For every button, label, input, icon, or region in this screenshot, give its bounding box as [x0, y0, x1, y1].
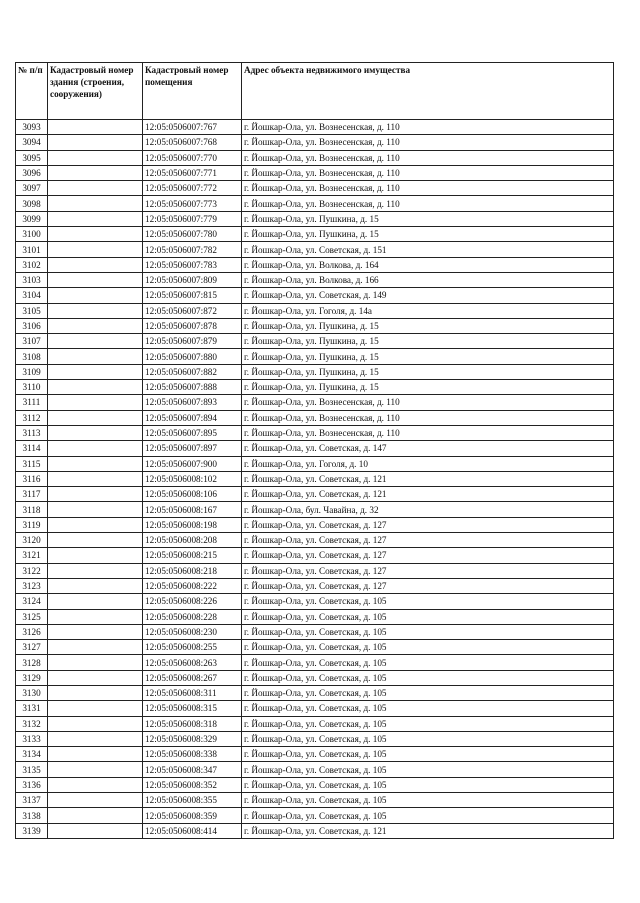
table-row	[16, 181, 614, 196]
address-cell: г. Йошкар-Ола, ул. Советская, д. 127	[242, 578, 614, 593]
row-number-cell: 3137	[16, 793, 48, 808]
address-cell: г. Йошкар-Ола, бул. Чавайна, д. 32	[242, 502, 614, 517]
room-cadastral-cell: 12:05:0506008:106	[143, 487, 242, 502]
row-number-cell: 3139	[16, 823, 48, 838]
building-cadastral-cell	[48, 349, 143, 364]
room-cadastral-cell: 12:05:0506008:255	[143, 640, 242, 655]
room-cadastral-cell: 12:05:0506007:879	[143, 334, 242, 349]
document-page	[15, 62, 614, 839]
room-cadastral-cell: 12:05:0506008:215	[143, 548, 242, 563]
address-cell: г. Йошкар-Ола, ул. Волкова, д. 166	[242, 272, 614, 287]
table-row	[16, 747, 614, 762]
row-number-cell: 3116	[16, 471, 48, 486]
address-cell: г. Йошкар-Ола, ул. Советская, д. 105	[242, 655, 614, 670]
address-cell: г. Йошкар-Ола, ул. Советская, д. 105	[242, 624, 614, 639]
row-number-cell: 3106	[16, 318, 48, 333]
row-number-cell: 3135	[16, 762, 48, 777]
room-cadastral-cell: 12:05:0506008:311	[143, 685, 242, 700]
table-row	[16, 318, 614, 333]
table-row	[16, 517, 614, 532]
building-cadastral-cell	[48, 395, 143, 410]
room-cadastral-cell: 12:05:0506007:780	[143, 227, 242, 242]
address-cell: г. Йошкар-Ола, ул. Вознесенская, д. 110	[242, 410, 614, 425]
address-cell: г. Йошкар-Ола, ул. Пушкина, д. 15	[242, 211, 614, 226]
building-cadastral-cell	[48, 150, 143, 165]
row-number-cell: 3133	[16, 731, 48, 746]
building-cadastral-cell	[48, 793, 143, 808]
building-cadastral-cell	[48, 670, 143, 685]
building-cadastral-cell	[48, 609, 143, 624]
address-cell: г. Йошкар-Ола, ул. Вознесенская, д. 110	[242, 196, 614, 211]
address-cell: г. Йошкар-Ола, ул. Советская, д. 149	[242, 288, 614, 303]
row-number-cell: 3121	[16, 548, 48, 563]
room-cadastral-cell: 12:05:0506008:267	[143, 670, 242, 685]
address-cell: г. Йошкар-Ола, ул. Советская, д. 105	[242, 731, 614, 746]
room-cadastral-cell: 12:05:0506007:900	[143, 456, 242, 471]
table-row	[16, 731, 614, 746]
room-cadastral-cell: 12:05:0506008:208	[143, 533, 242, 548]
table-row	[16, 211, 614, 226]
table-row	[16, 288, 614, 303]
building-cadastral-cell	[48, 594, 143, 609]
room-cadastral-cell: 12:05:0506008:329	[143, 731, 242, 746]
table-row	[16, 808, 614, 823]
building-cadastral-cell	[48, 731, 143, 746]
address-cell: г. Йошкар-Ола, ул. Вознесенская, д. 110	[242, 120, 614, 135]
row-number-cell: 3101	[16, 242, 48, 257]
room-cadastral-cell: 12:05:0506008:352	[143, 777, 242, 792]
room-cadastral-cell: 12:05:0506007:894	[143, 410, 242, 425]
row-number-cell: 3117	[16, 487, 48, 502]
row-number-cell: 3103	[16, 272, 48, 287]
address-cell: г. Йошкар-Ола, ул. Советская, д. 105	[242, 594, 614, 609]
room-cadastral-cell: 12:05:0506007:882	[143, 364, 242, 379]
row-number-cell: 3102	[16, 257, 48, 272]
table-row	[16, 685, 614, 700]
address-cell: г. Йошкар-Ола, ул. Советская, д. 151	[242, 242, 614, 257]
table-row	[16, 670, 614, 685]
room-cadastral-cell: 12:05:0506008:347	[143, 762, 242, 777]
building-cadastral-cell	[48, 135, 143, 150]
room-cadastral-cell: 12:05:0506007:895	[143, 425, 242, 440]
address-cell: г. Йошкар-Ола, ул. Пушкина, д. 15	[242, 349, 614, 364]
row-number-cell: 3126	[16, 624, 48, 639]
table-row	[16, 257, 614, 272]
building-cadastral-cell	[48, 655, 143, 670]
row-number-cell: 3098	[16, 196, 48, 211]
building-cadastral-cell	[48, 441, 143, 456]
room-cadastral-cell: 12:05:0506008:355	[143, 793, 242, 808]
row-number-cell: 3118	[16, 502, 48, 517]
building-cadastral-cell	[48, 165, 143, 180]
table-row	[16, 548, 614, 563]
row-number-cell: 3115	[16, 456, 48, 471]
address-cell: г. Йошкар-Ола, ул. Советская, д. 105	[242, 747, 614, 762]
row-number-cell: 3127	[16, 640, 48, 655]
building-cadastral-cell	[48, 196, 143, 211]
building-cadastral-cell	[48, 318, 143, 333]
row-number-cell: 3093	[16, 120, 48, 135]
room-cadastral-cell: 12:05:0506007:783	[143, 257, 242, 272]
address-cell: г. Йошкар-Ола, ул. Пушкина, д. 15	[242, 227, 614, 242]
row-number-cell: 3108	[16, 349, 48, 364]
address-cell: г. Йошкар-Ола, ул. Советская, д. 105	[242, 777, 614, 792]
building-cadastral-cell	[48, 624, 143, 639]
row-number-cell: 3110	[16, 380, 48, 395]
address-cell: г. Йошкар-Ола, ул. Пушкина, д. 15	[242, 364, 614, 379]
table-row	[16, 196, 614, 211]
address-cell: г. Йошкар-Ола, ул. Советская, д. 127	[242, 517, 614, 532]
building-cadastral-cell	[48, 456, 143, 471]
room-cadastral-cell: 12:05:0506008:318	[143, 716, 242, 731]
building-cadastral-cell	[48, 548, 143, 563]
building-cadastral-cell	[48, 410, 143, 425]
building-cadastral-cell	[48, 823, 143, 838]
room-cadastral-cell: 12:05:0506008:338	[143, 747, 242, 762]
building-cadastral-cell	[48, 288, 143, 303]
address-cell: г. Йошкар-Ола, ул. Вознесенская, д. 110	[242, 165, 614, 180]
row-number-cell: 3114	[16, 441, 48, 456]
building-cadastral-cell	[48, 242, 143, 257]
address-cell: г. Йошкар-Ола, ул. Гоголя, д. 14а	[242, 303, 614, 318]
building-cadastral-cell	[48, 303, 143, 318]
row-number-cell: 3112	[16, 410, 48, 425]
table-row	[16, 456, 614, 471]
address-cell: г. Йошкар-Ола, ул. Вознесенская, д. 110	[242, 395, 614, 410]
table-row	[16, 563, 614, 578]
table-row	[16, 272, 614, 287]
table-row	[16, 334, 614, 349]
room-cadastral-cell: 12:05:0506007:773	[143, 196, 242, 211]
row-number-cell: 3104	[16, 288, 48, 303]
property-register-table	[15, 62, 614, 839]
room-cadastral-cell: 12:05:0506007:897	[143, 441, 242, 456]
row-number-cell: 3130	[16, 685, 48, 700]
address-cell: г. Йошкар-Ола, ул. Советская, д. 105	[242, 670, 614, 685]
table-row	[16, 609, 614, 624]
room-cadastral-cell: 12:05:0506008:167	[143, 502, 242, 517]
row-number-cell: 3100	[16, 227, 48, 242]
row-number-cell: 3131	[16, 701, 48, 716]
table-row	[16, 823, 614, 838]
building-cadastral-cell	[48, 716, 143, 731]
building-cadastral-cell	[48, 640, 143, 655]
table-row	[16, 487, 614, 502]
table-row	[16, 762, 614, 777]
room-cadastral-cell: 12:05:0506007:893	[143, 395, 242, 410]
building-cadastral-cell	[48, 380, 143, 395]
building-cadastral-cell	[48, 502, 143, 517]
row-number-cell: 3123	[16, 578, 48, 593]
table-row	[16, 349, 614, 364]
address-cell: г. Йошкар-Ола, ул. Волкова, д. 164	[242, 257, 614, 272]
building-cadastral-cell	[48, 685, 143, 700]
address-cell: г. Йошкар-Ола, ул. Советская, д. 147	[242, 441, 614, 456]
table-row	[16, 701, 614, 716]
table-row	[16, 425, 614, 440]
row-number-cell: 3099	[16, 211, 48, 226]
building-cadastral-cell	[48, 257, 143, 272]
address-cell: г. Йошкар-Ола, ул. Советская, д. 105	[242, 685, 614, 700]
row-number-cell: 3094	[16, 135, 48, 150]
address-cell: г. Йошкар-Ола, ул. Пушкина, д. 15	[242, 334, 614, 349]
row-number-cell: 3119	[16, 517, 48, 532]
table-row	[16, 793, 614, 808]
header-building-cadastral-number: Кадастровый номер здания (строения, сооружения)	[48, 63, 143, 120]
address-cell: г. Йошкар-Ола, ул. Вознесенская, д. 110	[242, 425, 614, 440]
row-number-cell: 3097	[16, 181, 48, 196]
room-cadastral-cell: 12:05:0506008:102	[143, 471, 242, 486]
table-row	[16, 364, 614, 379]
table-row	[16, 135, 614, 150]
address-cell: г. Йошкар-Ола, ул. Советская, д. 121	[242, 471, 614, 486]
address-cell: г. Йошкар-Ола, ул. Пушкина, д. 15	[242, 380, 614, 395]
building-cadastral-cell	[48, 578, 143, 593]
room-cadastral-cell: 12:05:0506007:767	[143, 120, 242, 135]
header-number: № п/п	[16, 63, 48, 120]
table-row	[16, 441, 614, 456]
table-row	[16, 777, 614, 792]
table-row	[16, 578, 614, 593]
room-cadastral-cell: 12:05:0506008:226	[143, 594, 242, 609]
room-cadastral-cell: 12:05:0506008:230	[143, 624, 242, 639]
header-address: Адрес объекта недвижимого имущества	[242, 63, 614, 120]
table-body	[16, 120, 614, 839]
building-cadastral-cell	[48, 471, 143, 486]
header-room-cadastral-number: Кадастровый номер помещения	[143, 63, 242, 120]
address-cell: г. Йошкар-Ола, ул. Советская, д. 121	[242, 487, 614, 502]
room-cadastral-cell: 12:05:0506007:779	[143, 211, 242, 226]
row-number-cell: 3111	[16, 395, 48, 410]
building-cadastral-cell	[48, 120, 143, 135]
row-number-cell: 3129	[16, 670, 48, 685]
table-header-row	[16, 63, 614, 120]
building-cadastral-cell	[48, 563, 143, 578]
room-cadastral-cell: 12:05:0506007:815	[143, 288, 242, 303]
building-cadastral-cell	[48, 334, 143, 349]
room-cadastral-cell: 12:05:0506007:809	[143, 272, 242, 287]
building-cadastral-cell	[48, 487, 143, 502]
room-cadastral-cell: 12:05:0506008:414	[143, 823, 242, 838]
building-cadastral-cell	[48, 272, 143, 287]
building-cadastral-cell	[48, 227, 143, 242]
room-cadastral-cell: 12:05:0506008:222	[143, 578, 242, 593]
building-cadastral-cell	[48, 747, 143, 762]
room-cadastral-cell: 12:05:0506007:768	[143, 135, 242, 150]
room-cadastral-cell: 12:05:0506007:872	[143, 303, 242, 318]
table-row	[16, 594, 614, 609]
room-cadastral-cell: 12:05:0506007:880	[143, 349, 242, 364]
address-cell: г. Йошкар-Ола, ул. Советская, д. 105	[242, 762, 614, 777]
building-cadastral-cell	[48, 533, 143, 548]
room-cadastral-cell: 12:05:0506008:228	[143, 609, 242, 624]
row-number-cell: 3109	[16, 364, 48, 379]
room-cadastral-cell: 12:05:0506007:771	[143, 165, 242, 180]
room-cadastral-cell: 12:05:0506008:359	[143, 808, 242, 823]
address-cell: г. Йошкар-Ола, ул. Советская, д. 127	[242, 548, 614, 563]
table-row	[16, 533, 614, 548]
table-row	[16, 120, 614, 135]
address-cell: г. Йошкар-Ола, ул. Пушкина, д. 15	[242, 318, 614, 333]
building-cadastral-cell	[48, 425, 143, 440]
room-cadastral-cell: 12:05:0506007:770	[143, 150, 242, 165]
building-cadastral-cell	[48, 181, 143, 196]
building-cadastral-cell	[48, 808, 143, 823]
building-cadastral-cell	[48, 364, 143, 379]
room-cadastral-cell: 12:05:0506008:198	[143, 517, 242, 532]
row-number-cell: 3107	[16, 334, 48, 349]
row-number-cell: 3132	[16, 716, 48, 731]
row-number-cell: 3096	[16, 165, 48, 180]
address-cell: г. Йошкар-Ола, ул. Гоголя, д. 10	[242, 456, 614, 471]
address-cell: г. Йошкар-Ола, ул. Советская, д. 105	[242, 808, 614, 823]
room-cadastral-cell: 12:05:0506008:218	[143, 563, 242, 578]
table-row	[16, 242, 614, 257]
building-cadastral-cell	[48, 517, 143, 532]
table-row	[16, 150, 614, 165]
table-row	[16, 502, 614, 517]
table-row	[16, 655, 614, 670]
table-row	[16, 471, 614, 486]
table-row	[16, 165, 614, 180]
room-cadastral-cell: 12:05:0506007:888	[143, 380, 242, 395]
address-cell: г. Йошкар-Ола, ул. Вознесенская, д. 110	[242, 135, 614, 150]
address-cell: г. Йошкар-Ола, ул. Советская, д. 127	[242, 563, 614, 578]
room-cadastral-cell: 12:05:0506008:263	[143, 655, 242, 670]
table-row	[16, 716, 614, 731]
address-cell: г. Йошкар-Ола, ул. Вознесенская, д. 110	[242, 181, 614, 196]
table-row	[16, 303, 614, 318]
row-number-cell: 3128	[16, 655, 48, 670]
row-number-cell: 3113	[16, 425, 48, 440]
row-number-cell: 3122	[16, 563, 48, 578]
row-number-cell: 3105	[16, 303, 48, 318]
row-number-cell: 3136	[16, 777, 48, 792]
building-cadastral-cell	[48, 762, 143, 777]
table-row	[16, 380, 614, 395]
row-number-cell: 3138	[16, 808, 48, 823]
building-cadastral-cell	[48, 211, 143, 226]
row-number-cell: 3095	[16, 150, 48, 165]
table-row	[16, 410, 614, 425]
address-cell: г. Йошкар-Ола, ул. Советская, д. 127	[242, 533, 614, 548]
address-cell: г. Йошкар-Ола, ул. Советская, д. 121	[242, 823, 614, 838]
address-cell: г. Йошкар-Ола, ул. Советская, д. 105	[242, 609, 614, 624]
building-cadastral-cell	[48, 777, 143, 792]
address-cell: г. Йошкар-Ола, ул. Советская, д. 105	[242, 716, 614, 731]
row-number-cell: 3125	[16, 609, 48, 624]
row-number-cell: 3120	[16, 533, 48, 548]
table-row	[16, 395, 614, 410]
address-cell: г. Йошкар-Ола, ул. Советская, д. 105	[242, 793, 614, 808]
room-cadastral-cell: 12:05:0506007:878	[143, 318, 242, 333]
building-cadastral-cell	[48, 701, 143, 716]
address-cell: г. Йошкар-Ола, ул. Советская, д. 105	[242, 701, 614, 716]
address-cell: г. Йошкар-Ола, ул. Советская, д. 105	[242, 640, 614, 655]
address-cell: г. Йошкар-Ола, ул. Вознесенская, д. 110	[242, 150, 614, 165]
table-row	[16, 227, 614, 242]
table-row	[16, 624, 614, 639]
room-cadastral-cell: 12:05:0506007:782	[143, 242, 242, 257]
row-number-cell: 3134	[16, 747, 48, 762]
table-row	[16, 640, 614, 655]
room-cadastral-cell: 12:05:0506007:772	[143, 181, 242, 196]
room-cadastral-cell: 12:05:0506008:315	[143, 701, 242, 716]
row-number-cell: 3124	[16, 594, 48, 609]
